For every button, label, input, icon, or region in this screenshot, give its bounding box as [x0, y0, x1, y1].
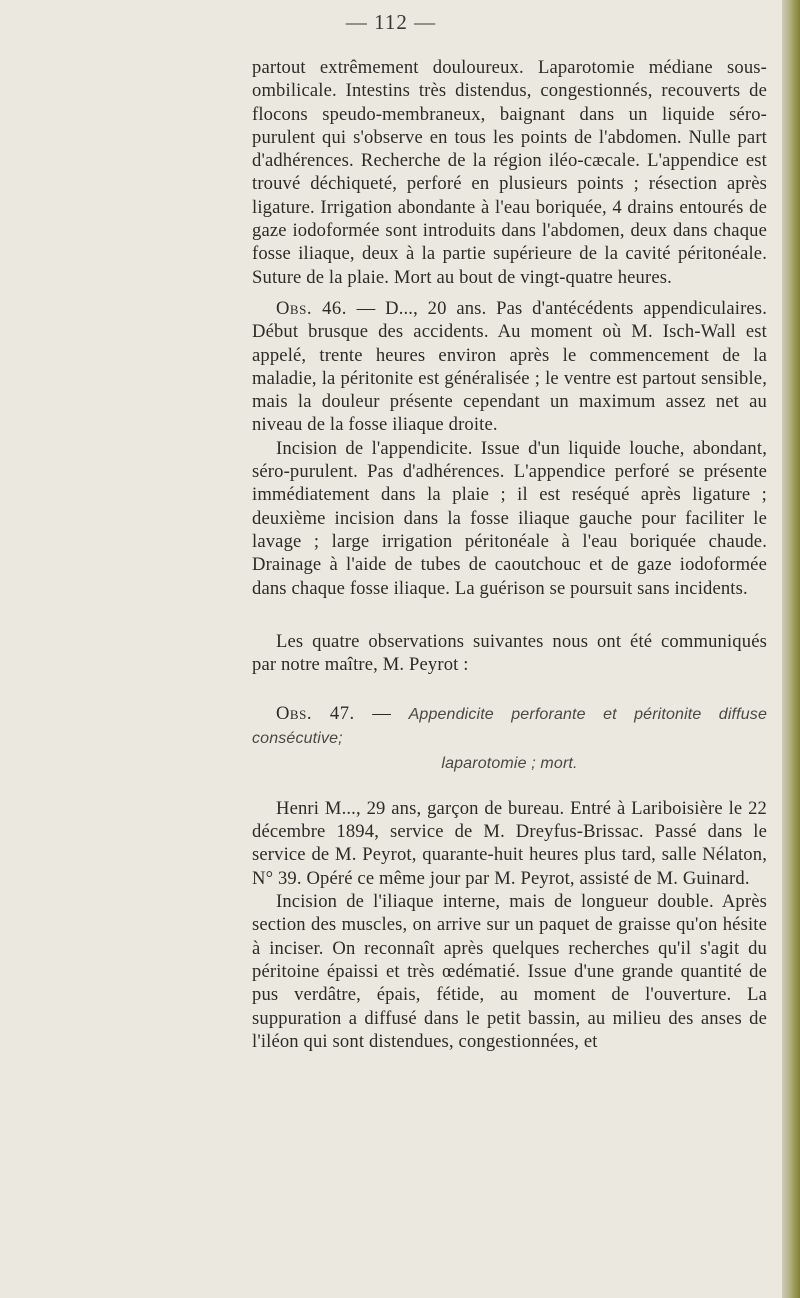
- obs46-text-1: — D..., 20 ans. Pas d'antécédents appendiculaires. Début brusque des accidents. Au moment où M. Isch-Wall est appelé, trente heures environ après le commencement de la maladie, la péritonite est généralisée ; le ventre est partout sensible, mais la douleur présente cependant un maximum assez net au niveau de la fosse iliaque droite.: [252, 298, 767, 436]
- obs47-paragraph-2: Incision de l'iliaque interne, mais de longueur double. Après section des muscles, on arrive sur un paquet de graisse qu'on hésite à inciser. On reconnaît après quelques recherches qu'il s'agit du péritoine épaissi et très œdématié. Issue d'une grande quantité de pus verdâtre, épais, fétide, au moment de l'ouverture. La suppuration a diffusé dans le petit bassin, au milieu des anses de l'iléon qui sont distendues, congestionnées, et: [252, 891, 767, 1052]
- obs47-paragraph-1: Henri M..., 29 ans, garçon de bureau. Entré à Lariboisière le 22 décembre 1894, service de M. Dreyfus-Brissac. Passé dans le service de M. Peyrot, quarante-huit heures plus tard, salle Nélaton, N° 39. Opéré ce même jour par M. Peyrot, assisté de M. Guinard.: [252, 797, 767, 889]
- obs46-label: Obs. 46.: [276, 298, 347, 319]
- paragraph-continuation: partout extrêmement douloureux. Laparotomie médiane sous-ombilicale. Intestins très distendus, congestionnés, recouverts de flocons speudo-membraneux, baignant dans un liquide séro-purulent qui s'observe en tous les points de l'abdomen. Nulle part d'adhérences. Recherche de la région iléo-cæcale. L'appendice est trouvé déchiqueté, perforé en plusieurs points ; résection après ligature. Irrigation abondante à l'eau boriquée, 4 drains entourés de gaze iodoformée sont introduits dans l'abdomen, deux dans chaque fosse iliaque, deux à la partie supérieure de la cavité péritonéale. Suture de la plaie. Mort au bout de vingt-quatre heures.: [252, 57, 767, 288]
- page-number: — 112 —: [345, 10, 437, 34]
- intro-section: [252, 630, 767, 677]
- obs46-paragraph-2: Incision de l'appendicite. Issue d'un liquide louche, abondant, séro-purulent. Pas d'adhérences. L'appendice perforé se présente immédiatement dans la plaie ; il est reséqué après ligature ; deuxième incision dans la fosse iliaque gauche pour faciliter le lavage ; large irrigation péritonéale à l'eau boriquée chaude. Drainage à l'aide de tubes de caoutchouc et de gaze iodoformée dans chaque fosse iliaque. La guérison se poursuit sans incidents.: [252, 437, 767, 599]
- obs47-dash: —: [354, 703, 409, 724]
- spacer: [252, 775, 767, 797]
- page-text-top: [252, 56, 767, 289]
- obs47-label: Obs. 47.: [276, 703, 355, 724]
- obs47-heading: [252, 702, 767, 751]
- obs47-heading-line-2: [252, 751, 767, 775]
- obs46-paragraph-1: [252, 297, 767, 437]
- obs47-title-2: laparotomie ; mort.: [441, 754, 578, 772]
- observation-46: [252, 297, 767, 600]
- intro-paragraph: Les quatre observations suivantes nous ont été communiqués par notre maître, M. Peyrot :: [252, 631, 767, 676]
- observation-47: [252, 702, 767, 1053]
- page-edge: [782, 0, 800, 1298]
- obs47-title-1: Appendicite perforante et péritonite diffuse consécutive;: [252, 706, 767, 748]
